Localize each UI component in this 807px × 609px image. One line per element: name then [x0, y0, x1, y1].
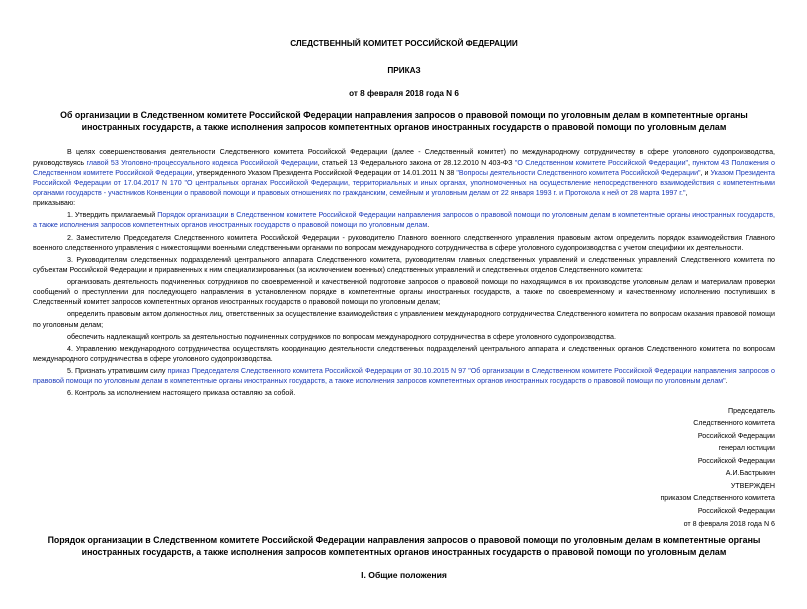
- preamble-text: , и: [700, 168, 711, 177]
- link-procedure[interactable]: Порядок организации в Следственном комитете Российской Федерации направления запросов о правовой помощи по уголовным делам в компетентные органы иностранных государств, а также исполнения запросов компетентных органов иностранных государств о правовой помощи по уголовным делам: [33, 211, 775, 230]
- signature-line: Российской Федерации: [697, 431, 775, 440]
- link-decree-38[interactable]: "Вопросы деятельности Следственного комитета Российской Федерации": [456, 168, 701, 177]
- item-text: 5. Признать утратившим силу: [67, 367, 168, 376]
- preamble-text: , статьей 13 Федерального закона от 28.12.2010 N 403-ФЗ: [317, 158, 515, 167]
- section-heading: I. Общие положения: [361, 570, 447, 581]
- preamble-text: ,: [688, 158, 693, 167]
- item-6: 6. Контроль за исполнением настоящего приказа оставляю за собой.: [67, 389, 296, 398]
- signature-line: генерал юстиции: [718, 444, 775, 453]
- appendix-title: Порядок организации в Следственном комитете Российской Федерации направления запросов о правовой помощи по уголовным делам в компетентные органы иностранных государств, а также исполнения запросов компетентных органов иностранных государств о правовой помощи по уголовным делам: [47, 535, 761, 557]
- item-text: .: [427, 221, 430, 230]
- signature-line: Председатель: [728, 406, 775, 415]
- order-word: приказываю:: [33, 199, 76, 208]
- link-order-97[interactable]: приказ Председателя Следственного комитета Российской Федерации от 30.10.2015 N 97 "Об организации в Следственном комитете Российской Федерации направления запросов о правовой помощи по уголовным делам в компетентные органы иностранных государств, а также исполнения запросов компетентных органов иностранных государств о правовой помощи по уголовным делам": [33, 367, 775, 386]
- item-3b: определить правовым актом должностных лиц, ответственных за осуществление взаимодействия с управлением международного сотрудничества Следственного комитета по вопросам оказания правовой помощи по уголовным делам;: [33, 310, 775, 329]
- signature-line: А.И.Бастрыкин: [725, 469, 775, 478]
- item-1: [33, 210, 775, 230]
- item-2: 2. Заместителю Председателя Следственного комитета Российской Федерации - руководителю Главного военного следственного управления правовым актом определить порядок взаимодействия Главного военного следственного управления с нижестоящими военными следственными органами по вопросам международного сотрудничества в сфере уголовного судопроизводства с учетом специфики их деятельности.: [33, 233, 775, 252]
- signature-block: [33, 405, 775, 530]
- approval-line: Российской Федерации: [697, 506, 775, 515]
- preamble-text: , утвержденного Указом Президента Российской Федерации от 14.01.2011 N 38: [192, 168, 457, 177]
- link-federal-law-403[interactable]: "О Следственном комитете Российской Федерации": [514, 158, 689, 167]
- item-3c: обеспечить надлежащий контроль за деятельностью подчиненных сотрудников по вопросам международного сотрудничества в сфере уголовного судопроизводства.: [67, 332, 616, 341]
- item-5: [33, 366, 775, 386]
- preamble-text: ,: [685, 188, 688, 197]
- document-title: Об организации в Следственном комитете Российской Федерации направления запросов о правовой помощи по уголовным делам в компетентные органы иностранных государств, а также исполнения запросов компетентных органов иностранных государств о правовой помощи по уголовным делам: [60, 110, 748, 132]
- link-criminal-procedure-code[interactable]: главой 53 Уголовно-процессуального кодекса Российской Федерации: [86, 158, 318, 167]
- item-4: 4. Управлению международного сотрудничества осуществлять координацию деятельности следственных подразделений центрального аппарата и следственных органов Следственного комитета по вопросам международного сотрудничества в сфере уголовного судопроизводства.: [33, 344, 775, 364]
- item-text: 1. Утвердить прилагаемый: [67, 211, 158, 220]
- doc-type-heading: ПРИКАЗ: [387, 65, 421, 75]
- link-decree-170[interactable]: Указом Президента Российской Федерации от 17.04.2017 N 170 "О центральных органах Российской Федерации, территориальных и иных органах, уполномоченных на осуществление непосредственного взаимодействия с компетентными органами государств - участников Конвенции о правовой помощи и правовых отношениях по гражданским, семейным и уголовным делам от 22 января 1993 г. и Протокола к ней от 28 марта 1997 г.": [33, 168, 775, 197]
- date-number-heading: от 8 февраля 2018 года N 6: [349, 89, 459, 99]
- document-page: [0, 38, 807, 609]
- signature-line: Следственного комитета: [693, 419, 775, 428]
- org-heading: СЛЕДСТВЕННЫЙ КОМИТЕТ РОССИЙСКОЙ ФЕДЕРАЦИИ: [290, 39, 518, 48]
- item-3: 3. Руководителям следственных подразделений центрального аппарата Следственного комитета, руководителям главных следственных управлений и следственных управлений Следственного комитета по субъектам Российской Федерации и приравненных к ним специализированных (за исключением военных) следственных управлений и следственных отделов Следственного комитета:: [33, 255, 775, 274]
- signature-line: Российской Федерации: [697, 456, 775, 465]
- preamble-text: В целях совершенствования деятельности Следственного комитета Российской Федерации (далее - Следственный комитет) по международному сотрудничеству в сфере уголовного судопроизводства, руководствуясь: [33, 148, 775, 167]
- approval-line: приказом Следственного комитета: [660, 494, 775, 503]
- item-text: .: [725, 377, 728, 386]
- document-body: [33, 147, 775, 398]
- item-3a: организовать деятельность подчиненных сотрудников по своевременной и качественной подготовке запросов о правовой помощи по находящимся в их производстве уголовным делам и материалам проверки сообщений о преступлении для последующего направления в установленном порядке в компетентные органы иностранных государств, а также по своевременному и качественному исполнению поступивших в Следственный комитет запросов компетентных органов иностранных государств о правовой помощи по уголовным делам;: [33, 278, 775, 307]
- link-regulation-point-43[interactable]: пунктом 43 Положения о Следственном комитете Российской Федерации: [33, 158, 775, 177]
- preamble-paragraph: [33, 147, 775, 198]
- approval-line: от 8 февраля 2018 года N 6: [683, 519, 775, 528]
- approval-line: УТВЕРЖДЕН: [730, 481, 775, 490]
